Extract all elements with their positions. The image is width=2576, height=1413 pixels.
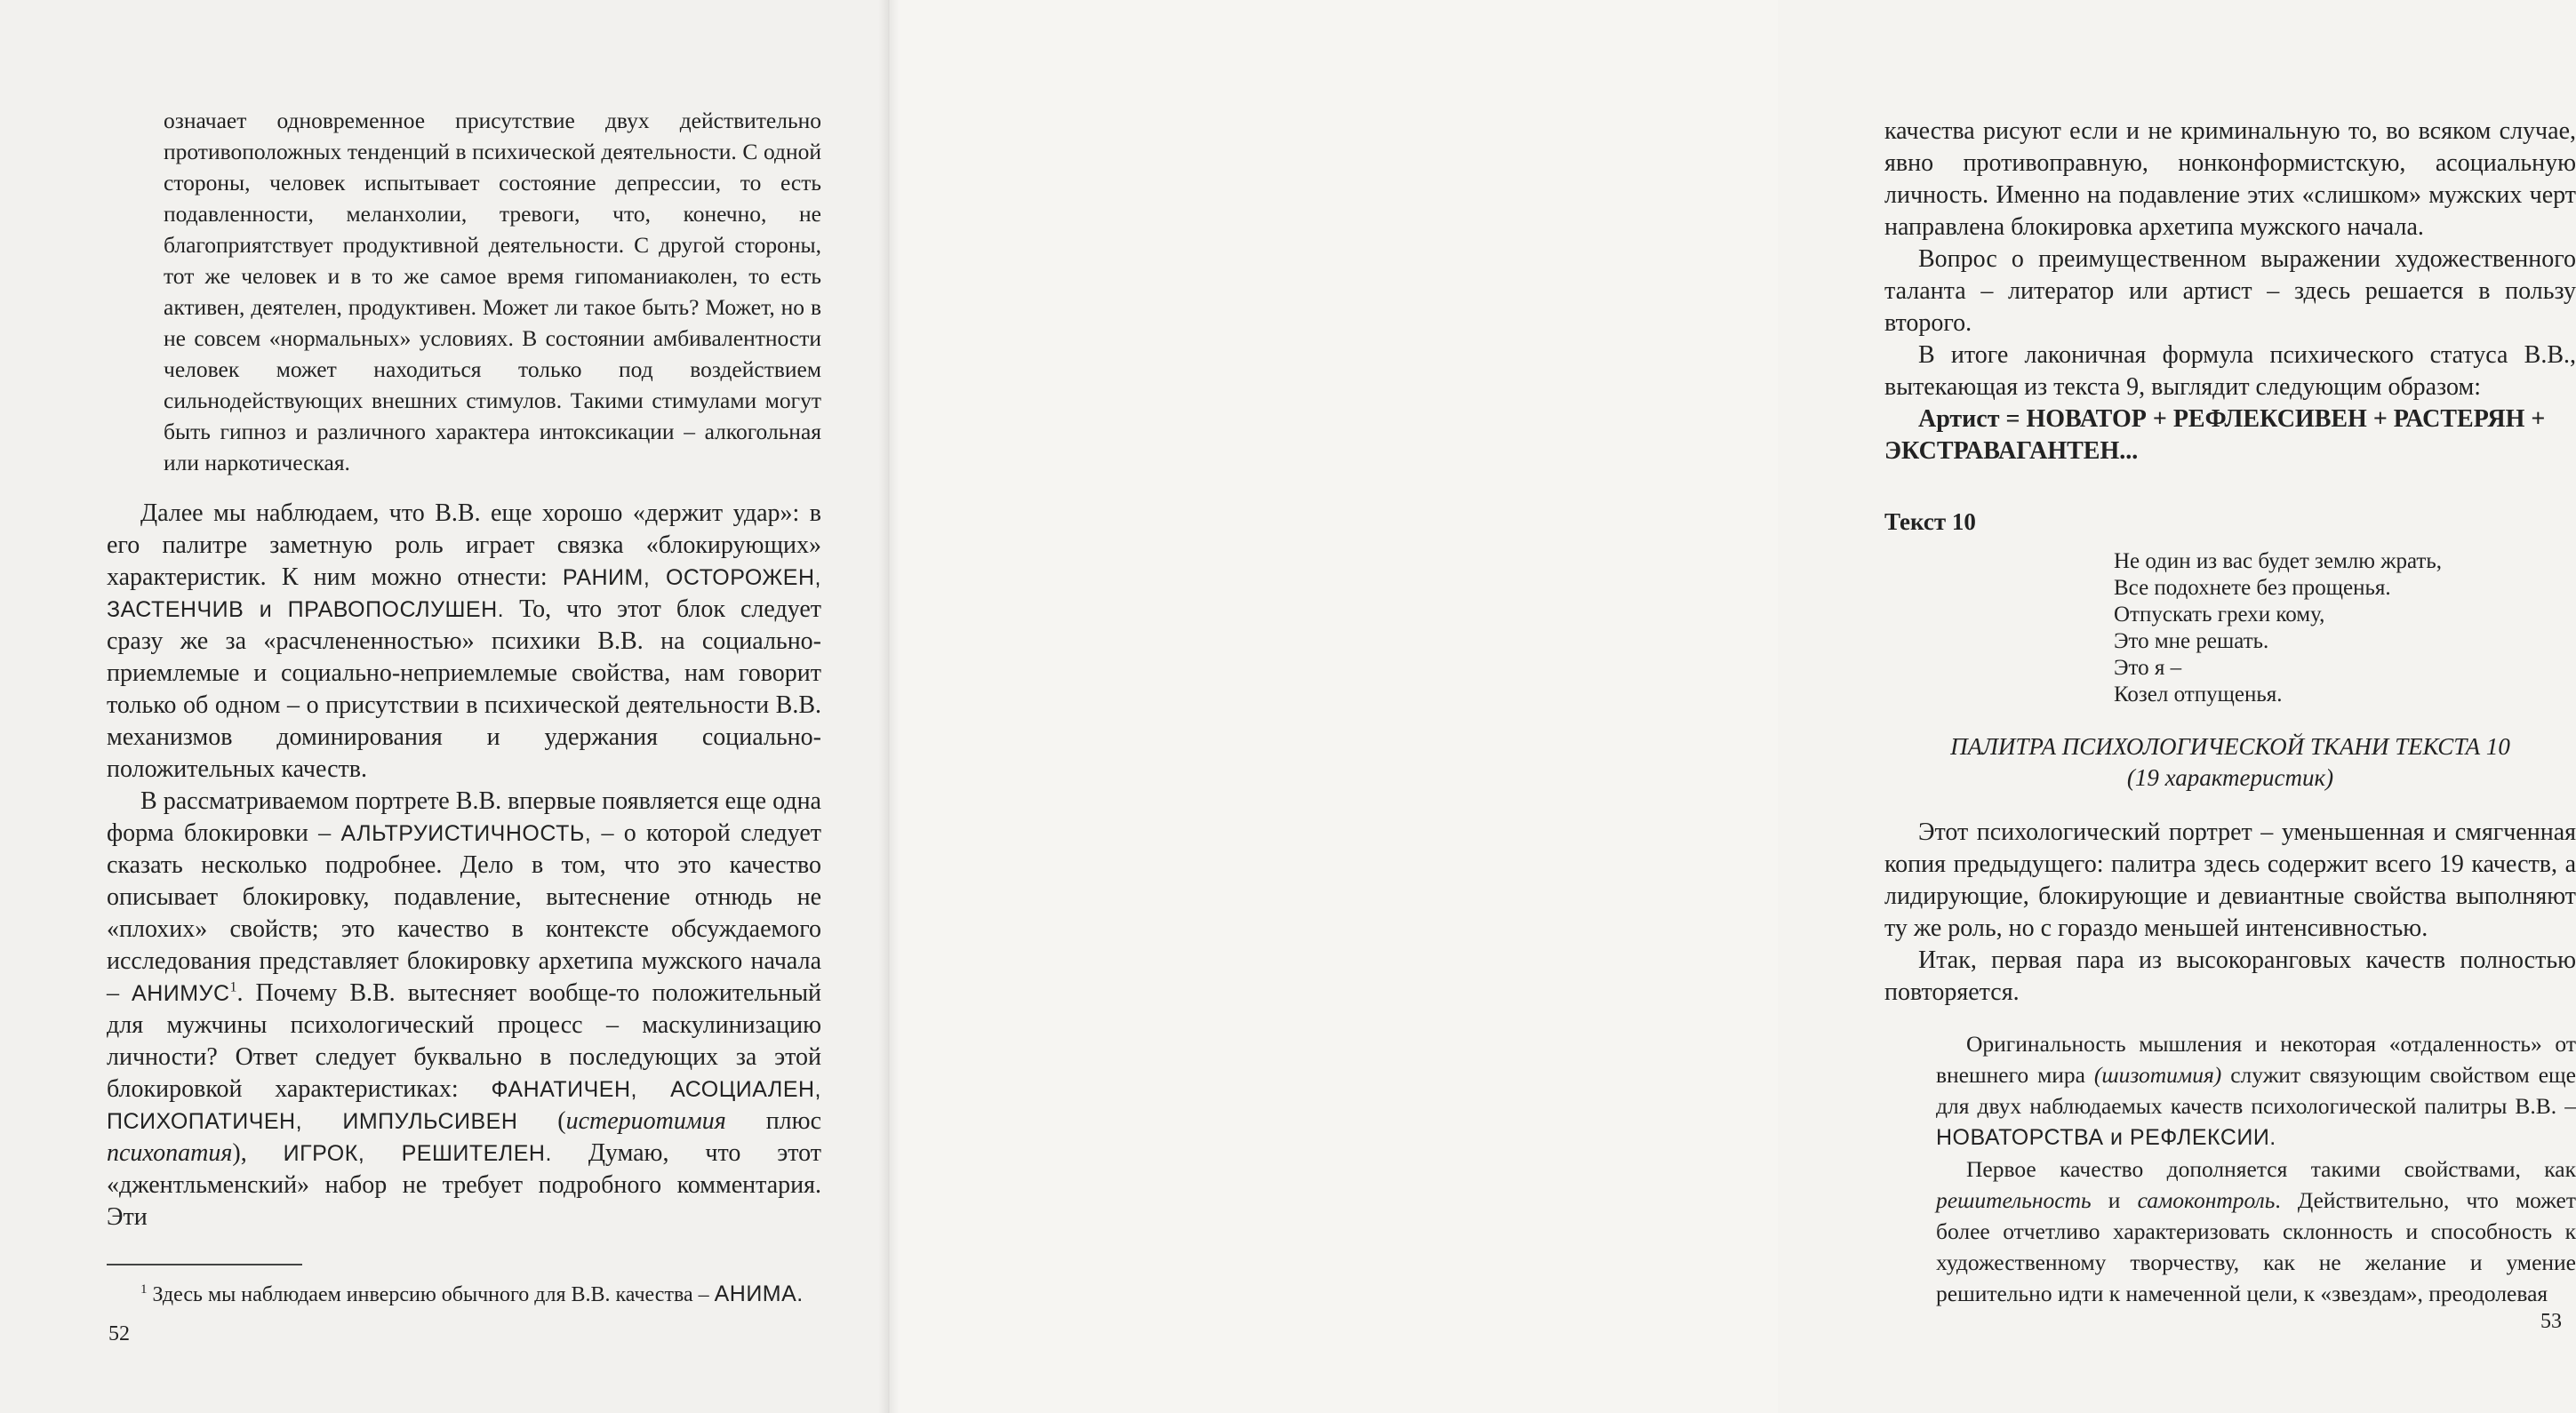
poem-line: Все подохнете без прощенья. bbox=[2114, 576, 2391, 600]
footnote-mark: 1 bbox=[140, 1282, 148, 1297]
right-page bbox=[889, 0, 2576, 1413]
caps-run: АЛЬТРУИСТИЧНОСТЬ, bbox=[340, 821, 592, 846]
palette-title bbox=[1884, 731, 2576, 794]
text-run: Первое качество дополняется такими свойствами, как bbox=[1966, 1156, 2576, 1182]
quote-paragraph bbox=[1936, 1028, 2576, 1154]
footnote-ref[interactable]: 1 bbox=[229, 979, 237, 995]
paragraph: Итак, первая пара из высокоранговых качеств полностью повторяется. bbox=[1884, 946, 2576, 1006]
right-body bbox=[1884, 116, 2576, 467]
paragraph: Вопрос о преимущественном выражении художественного таланта – литератор или артист – здесь решается в пользу второго. bbox=[1884, 245, 2576, 337]
text-run: ( bbox=[517, 1107, 566, 1135]
quote-paragraph bbox=[1936, 1154, 2576, 1309]
italic-run: решительность bbox=[1936, 1187, 2092, 1213]
caps-run: ИГРОК, РЕШИТЕЛЕН. bbox=[283, 1141, 552, 1166]
paragraph: В итоге лаконичная формула психического статуса В.В., вытекающая из текста 9, выглядит следующим образом: bbox=[1884, 341, 2576, 401]
poem bbox=[2114, 548, 2576, 708]
text-run: Далее мы наблюдаем, что В.В. еще хорошо «держит удар»: в его палитре заметную роль играет связка «блокирующих» характеристик. К ним можно отнести: bbox=[107, 499, 821, 591]
italic-run: самоконтроль bbox=[2137, 1187, 2276, 1213]
left-column bbox=[107, 105, 821, 1309]
palette-title-sub: (19 характеристик) bbox=[2126, 764, 2334, 791]
poem-line: Козел отпущенья. bbox=[2114, 683, 2283, 706]
italic-run: (шизотимия) bbox=[2093, 1062, 2222, 1088]
text-run: . Действительно, что может более отчетливо характеризовать склонность и способность к художественному творчеству, как не желание и умение решительно идти к намеченной цели, к «звездам», преодолевая bbox=[1936, 1187, 2576, 1306]
caps-run: АНИМА. bbox=[714, 1281, 804, 1306]
left-body bbox=[107, 498, 821, 1233]
page-number-right: 53 bbox=[2540, 1310, 2562, 1333]
paragraph: качества рисуют если и не криминальную то, во всяком случае, явно противоправную, нонконформистскую, асоциальную личность. Именно на подавление этих «слишком» мужских черт направлена блокировка архетипа мужского начала. bbox=[1884, 117, 2576, 241]
right-column bbox=[1884, 116, 2576, 1309]
left-page bbox=[0, 0, 889, 1413]
text-run: То, что этот блок следует сразу же за «расчлененностью» психики В.В. на социально-приемлемые и социально-неприемлемые свойства, нам говорит только об одном – о присутствии в психической деятельности В.В. механизмов доминирования и удержания социально-положительных качеств. bbox=[107, 595, 821, 783]
text-run: Думаю, что этот «джентльменский» набор не требует подробного комментария. Эти bbox=[107, 1139, 822, 1231]
text-run: В рассматриваемом портрете В.В. впервые появляется еще одна форма блокировки – bbox=[107, 787, 821, 847]
page-number-left: 52 bbox=[108, 1322, 130, 1345]
poem-line: Отпускать грехи кому, bbox=[2114, 603, 2325, 627]
quote-paragraph: означает одновременное присутствие двух действительно противоположных тенденций в психической деятельности. С одной стороны, человек испытывает состояние депрессии, то есть подавленности, меланхолии, тревоги, что, конечно, не благоприятствует продуктивной деятельности. С другой стороны, тот же человек и в то же самое время гипоманиаколен, то есть активен, деятелен, продуктивен. Может ли такое быть? Может, но в не совсем «нормальных» условиях. В состоянии амбивалентности человек может находиться только под воздействием сильнодействующих внешних стимулов. Такими стимулами могут быть гипноз и различного характера интоксикации – алкогольная или наркотическая. bbox=[164, 108, 821, 475]
quote-block bbox=[164, 105, 821, 478]
text-run: ), bbox=[232, 1139, 284, 1167]
italic-run: истериотимия bbox=[565, 1107, 726, 1135]
poem-line: Это мне решать. bbox=[2114, 629, 2269, 653]
caps-run: ФАНАТИЧЕН, АСОЦИАЛЕН, ПСИХОПАТИЧЕН, ИМПУЛЬСИВЕН bbox=[107, 1077, 821, 1134]
footnote-divider bbox=[107, 1264, 302, 1265]
italic-run: психопатия bbox=[107, 1139, 233, 1167]
footnote bbox=[107, 1280, 821, 1309]
formula: Артист = НОВАТОР + РЕФЛЕКСИВЕН + РАСТЕРЯН + ЭКСТРАВАГАНТЕН... bbox=[1884, 405, 2546, 465]
text-run: Оригинальность мышления и некоторая «отдаленность» от внешнего мира bbox=[1936, 1031, 2576, 1088]
quote-block-right bbox=[1936, 1028, 2576, 1309]
book-gutter bbox=[878, 0, 900, 1413]
text-run: и bbox=[2091, 1187, 2138, 1213]
poem-line: Это я – bbox=[2114, 656, 2182, 680]
palette-title-main: ПАЛИТРА ПСИХОЛОГИЧЕСКОЙ ТКАНИ ТЕКСТА 10 bbox=[1950, 733, 2510, 760]
caps-run: НОВАТОРСТВА и РЕФЛЕКСИИ. bbox=[1936, 1125, 2276, 1150]
caps-run: АНИМУС bbox=[132, 981, 230, 1006]
right-body-2 bbox=[1884, 817, 2576, 1009]
text-run: служит связующим свойством еще для двух наблюдаемых качеств психологической палитры В.В. – bbox=[1936, 1062, 2576, 1119]
paragraph: Этот психологический портрет – уменьшенная и смягченная копия предыдущего: палитра здесь содержит всего 19 качеств, а лидирующие, блокирующие и девиантные свойства выполняют ту же роль, но с гораздо меньшей интенсивностью. bbox=[1884, 818, 2576, 942]
section-heading: Текст 10 bbox=[1884, 508, 1976, 535]
text-run: плюс bbox=[725, 1107, 821, 1135]
text-run: . Почему В.В. вытесняет вообще-то положительный для мужчины психологический процесс – маскулинизацию личности? Ответ следует буквально в последующих за этой блокировкой характеристиках: bbox=[107, 979, 821, 1103]
text-run: – о которой следует сказать несколько подробнее. Дело в том, что это качество описывает блокировку, подавление, вытеснение отнюдь не «плохих» свойств; это качество в контексте обсуждаемого исследования представляет блокировку архетипа мужского начала – bbox=[107, 819, 821, 1007]
caps-run: РАНИМ, ОСТОРОЖЕН, ЗАСТЕНЧИВ и ПРАВОПОСЛУШЕН. bbox=[107, 565, 821, 622]
poem-line: Не один из вас будет землю жрать, bbox=[2114, 549, 2443, 573]
paragraph bbox=[107, 786, 821, 1233]
footnote-text: Здесь мы наблюдаем инверсию обычного для В.В. качества – bbox=[147, 1283, 715, 1306]
paragraph bbox=[107, 498, 821, 786]
